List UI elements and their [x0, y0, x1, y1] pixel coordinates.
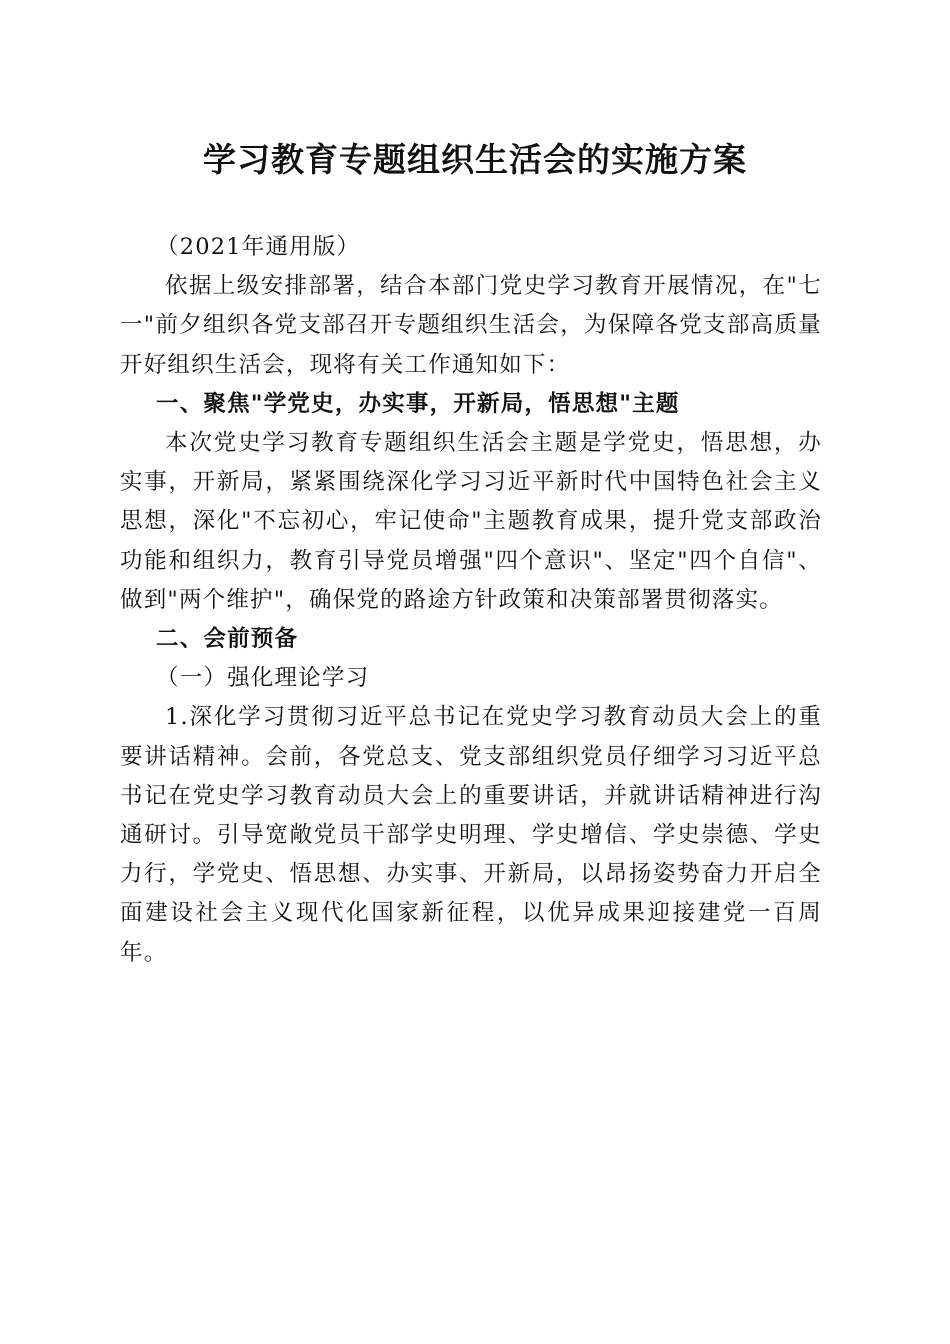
section-1-paragraph: 本次党史学习教育专题组织生活会主题是学党史，悟思想，办实事，开新局，紧紧围绕深化学习习近平新时代中国特色社会主义思想，深化"不忘初心，牢记使命"主题教育成果，提升党支部政治功能和组织力，教育引导党员增强"四个意识"、坚定"四个自信"、做到"两个维护"，确保党的路途方针政策和决策部署贯彻落实。 [120, 430, 822, 613]
section-2-heading: 二、会前预备 [156, 626, 299, 653]
intro-paragraph: 依据上级安排部署，结合本部门党史学习教育开展情况，在"七一"前夕组织各党支部召开专题组织生活会，为保障各党支部高质量开好组织生活会，现将有关工作通知如下： [120, 273, 822, 378]
item-1-paragraph: 1.深化学习贯彻习近平总书记在党史学习教育动员大会上的重要讲话精神。会前，各党总支、党支部组织党员仔细学习习近平总书记在党史学习教育动员大会上的重要讲话，并就讲话精神进行沟通研讨。引导宽敞党员干部学史明理、学史增信、学史崇德、学史力行，学党史、悟思想、办实事、开新局，以昂扬姿势奋力开启全面建设社会主义现代化国家新征程，以优异成果迎接建党一百周年。 [120, 704, 822, 966]
document-body [120, 228, 822, 973]
edition-note: （2021年通用版） [156, 234, 361, 260]
section-1-heading: 一、聚焦"学党史，办实事，开新局，悟思想"主题 [156, 390, 680, 417]
subsection-1-heading: （一）强化理论学习 [156, 665, 370, 692]
document-title: 学习教育专题组织生活会的实施方案 [203, 140, 747, 179]
